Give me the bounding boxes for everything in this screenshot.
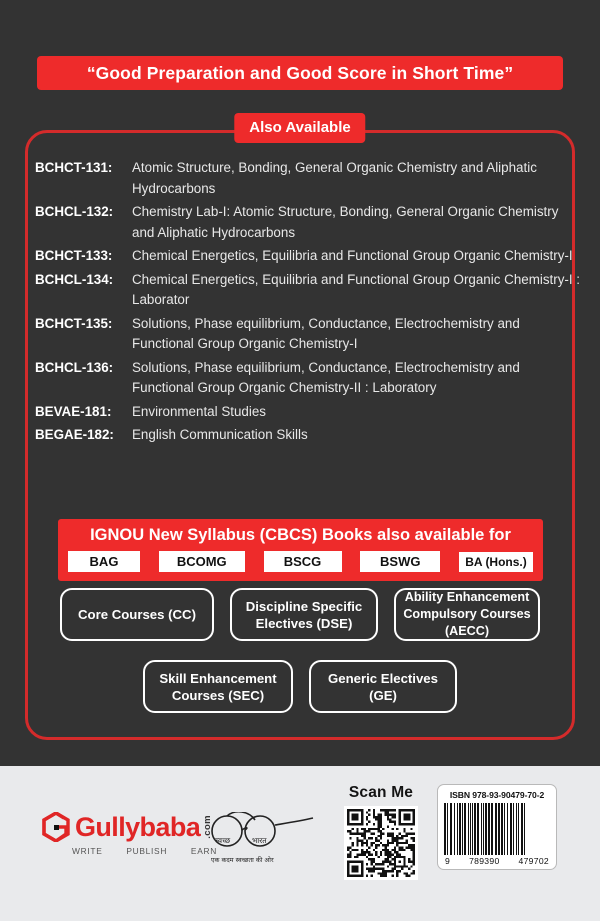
course-list-item [35, 270, 583, 311]
course-type-ability-enhancement-compulsory-courses: Ability Enhancement Compulsory Courses (AECC) [394, 588, 540, 641]
also-available-badge: Also Available [234, 113, 365, 143]
program-tag-bswg: BSWG [360, 551, 440, 572]
barcode-digit-group-2: 789390 [469, 856, 500, 866]
course-list-item [35, 158, 583, 199]
course-title: English Communication Skills [132, 427, 308, 442]
gullybaba-logo [42, 812, 217, 856]
course-code: BCHCT-133: [35, 248, 113, 263]
scan-me-block [338, 784, 424, 880]
program-tag-bcomg: BCOMG [159, 551, 245, 572]
course-title: Chemical Energetics, Equilibria and Functional Group Organic Chemistry-I [132, 248, 573, 263]
course-title: Chemical Energetics, Equilibria and Functional Group Organic Chemistry-I : Laborator [132, 271, 581, 307]
course-code: BCHCL-136: [35, 359, 114, 375]
course-type-row-2 [25, 660, 575, 713]
cbcs-program-tags [58, 551, 543, 572]
swachh-bharat-logo [205, 812, 315, 867]
qr-code[interactable] [344, 806, 418, 880]
spectacles-icon [205, 812, 315, 854]
course-list-item [35, 246, 583, 267]
swachh-lens-text-left: स्वच्छ [215, 836, 231, 845]
course-code: BCHCL-134: [35, 271, 114, 287]
course-code: BCHCL-132: [35, 204, 114, 219]
scan-me-label: Scan Me [348, 784, 414, 801]
course-list [35, 158, 583, 449]
brand-tagline [72, 846, 217, 856]
swachh-lens-text-right: भारत [252, 836, 267, 845]
cbcs-title: IGNOU New Syllabus (CBCS) Books also available for [90, 526, 511, 544]
course-code: BEVAE-181: [35, 403, 112, 419]
course-title: Environmental Studies [132, 403, 266, 419]
course-type-discipline-specific-electives: Discipline Specific Electives (DSE) [230, 588, 378, 641]
course-type-core-courses: Core Courses (CC) [60, 588, 214, 641]
course-list-item [35, 314, 583, 355]
course-type-skill-enhancement-courses: Skill Enhancement Courses (SEC) [143, 660, 293, 713]
course-list-item [35, 425, 583, 446]
brand-domain: .com [202, 815, 214, 839]
barcode-digit-group-1: 9 [445, 856, 451, 866]
course-code: BCHCT-131: [35, 160, 113, 175]
tagline-write: WRITE [72, 846, 103, 856]
course-type-generic-electives: Generic Electives (GE) [309, 660, 457, 713]
course-list-item [35, 202, 583, 243]
barcode-bars [444, 803, 550, 855]
course-type-row-1 [25, 588, 575, 641]
course-title: Atomic Structure, Bonding, General Organic Chemistry and Aliphatic Hydrocarbons [132, 160, 537, 196]
course-list-item [35, 358, 583, 399]
isbn-number: ISBN 978-93-90479-70-2 [449, 790, 545, 800]
quote-banner [37, 56, 563, 90]
quote-banner-text: “Good Preparation and Good Score in Short Time” [86, 62, 514, 83]
swachh-subtitle: एक कदम स्वच्छता की ओर [211, 856, 274, 864]
course-title: Chemistry Lab-I: Atomic Structure, Bonding, General Organic Chemistry and Aliphatic Hydrocarbons [132, 204, 559, 240]
tagline-earn: EARN [190, 846, 217, 856]
course-list-item [35, 402, 583, 423]
course-title: Solutions, Phase equilibrium, Conductance, Electrochemistry and Functional Group Organic Chemistry-I [132, 315, 520, 351]
barcode-digit-group-3: 479702 [518, 856, 549, 866]
brand-lockup [42, 812, 217, 842]
course-title: Solutions, Phase equilibrium, Conductance, Electrochemistry and Functional Group Organic Chemistry-II : Laboratory [132, 359, 520, 395]
barcode-digits [444, 856, 550, 866]
cbcs-availability-block [58, 519, 543, 581]
brand-name: Gullybaba [75, 812, 201, 842]
course-code: BEGAE-182: [35, 427, 114, 442]
program-tag-bscg: BSCG [264, 551, 342, 572]
isbn-barcode-block [437, 784, 557, 870]
tagline-publish: PUBLISH [126, 846, 168, 856]
gullybaba-hex-g-icon [42, 812, 70, 842]
course-code: BCHCT-135: [35, 315, 113, 331]
program-tag-bag: BAG [68, 551, 140, 572]
program-tag-ba-hons: BA (Hons.) [459, 552, 533, 572]
